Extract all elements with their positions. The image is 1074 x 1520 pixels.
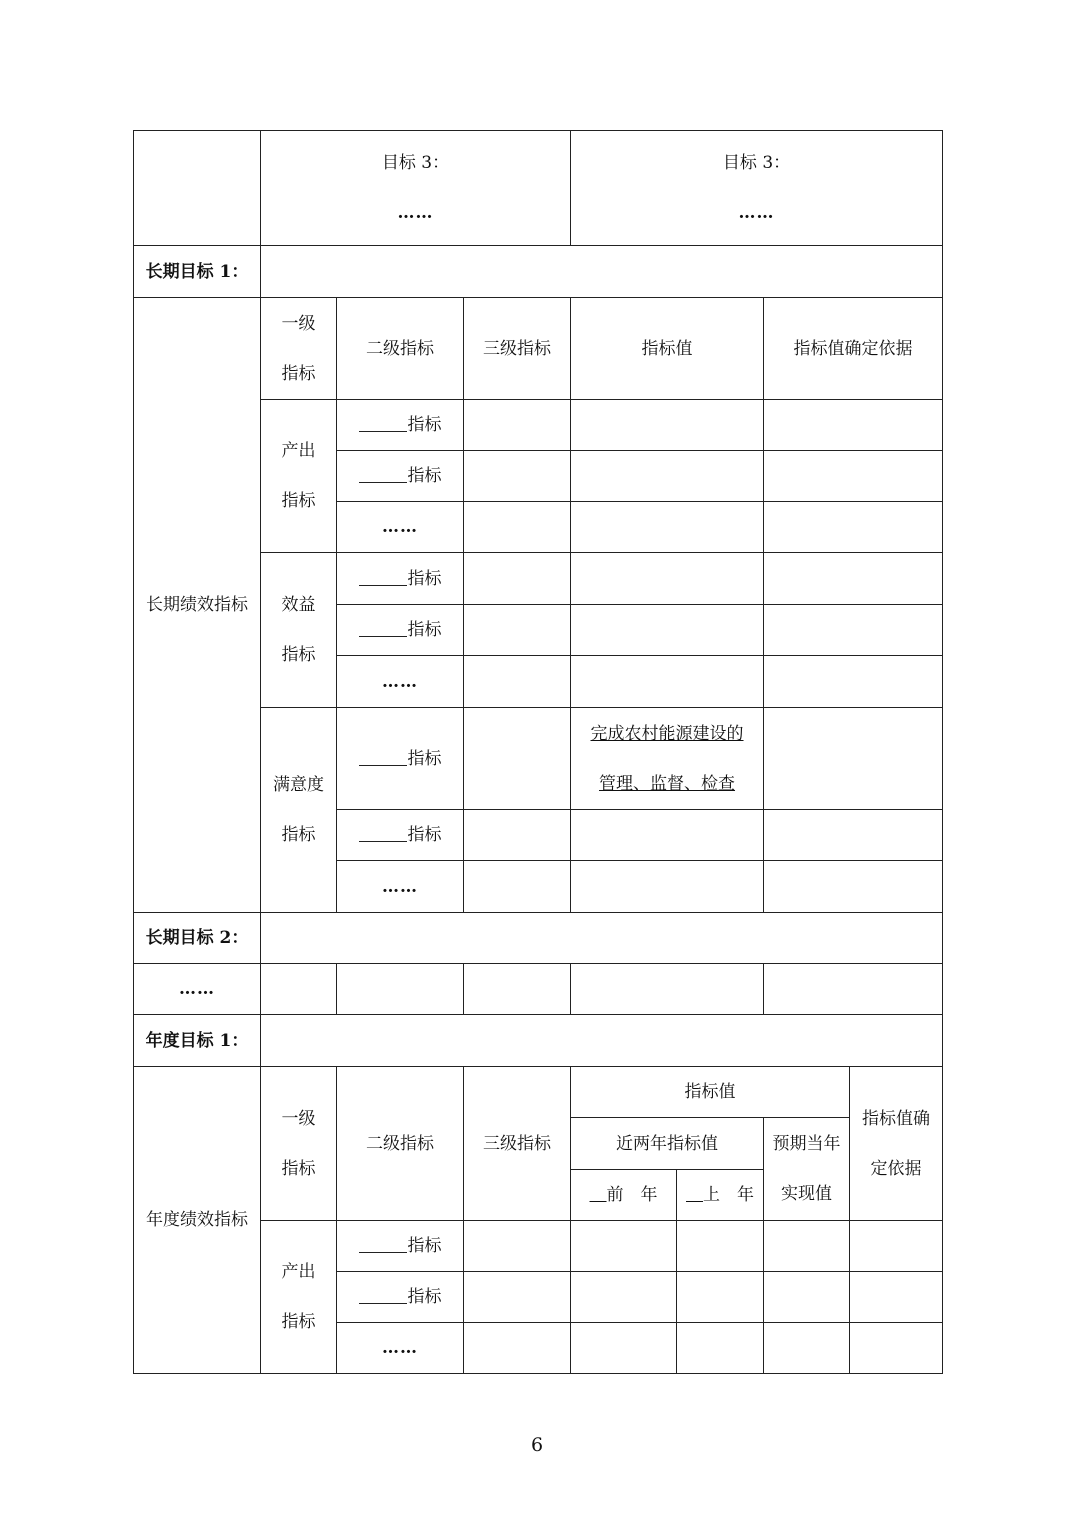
long-goal2-input[interactable] <box>261 913 943 964</box>
group-benefit: 效益 指标 <box>261 553 337 708</box>
indicator-cell[interactable]: 指标 <box>337 708 464 810</box>
indicator-cell[interactable]: 指标 <box>337 553 464 605</box>
annual-header-prev-year: 前 年 <box>571 1170 677 1221</box>
annual-section-label: 年度绩效指标 <box>134 1067 261 1374</box>
goal3-right-label: 目标 3： <box>722 153 791 173</box>
annual-header-level2: 二级指标 <box>337 1067 464 1221</box>
header-level3: 三级指标 <box>464 298 571 400</box>
long-goal1-label: 长期目标 1： <box>134 246 261 298</box>
indicator-cell[interactable]: 指标 <box>337 1221 464 1272</box>
goal3-left-cont: …… <box>397 203 434 223</box>
group-output: 产出 指标 <box>261 400 337 553</box>
header-basis: 指标值确定依据 <box>764 298 943 400</box>
goal3-left-cell[interactable] <box>261 131 571 246</box>
page-number: 6 <box>530 1434 544 1456</box>
indicator-cell[interactable]: 指标 <box>337 451 464 502</box>
group-satisfaction: 满意度 指标 <box>261 708 337 913</box>
satisfaction-value[interactable]: 完成农村能源建设的 管理、监督、检查 <box>571 708 764 810</box>
annual-goal1-input[interactable] <box>261 1015 943 1067</box>
indicator-cell[interactable]: 指标 <box>337 605 464 656</box>
performance-target-table <box>133 130 943 1374</box>
indicator-more: …… <box>337 656 464 708</box>
indicator-cell[interactable]: 指标 <box>337 810 464 861</box>
header-value: 指标值 <box>571 298 764 400</box>
goal3-right-cell[interactable] <box>571 131 943 246</box>
annual-header-basis: 指标值确 定依据 <box>850 1067 943 1221</box>
indicator-more: …… <box>337 861 464 913</box>
long-goal2-more: …… <box>134 964 261 1015</box>
indicator-cell[interactable]: 指标 <box>337 1272 464 1323</box>
header-level1: 一级 指标 <box>261 298 337 400</box>
annual-group-output: 产出 指标 <box>261 1221 337 1374</box>
annual-goal1-label: 年度目标 1： <box>134 1015 261 1067</box>
indicator-cell[interactable]: 指标 <box>337 400 464 451</box>
annual-header-level3: 三级指标 <box>464 1067 571 1221</box>
long-section-label: 长期绩效指标 <box>134 298 261 913</box>
annual-header-recent: 近两年指标值 <box>571 1118 764 1170</box>
annual-header-last-year: 上 年 <box>677 1170 764 1221</box>
long-goal2-label: 长期目标 2： <box>134 913 261 964</box>
indicator-more: …… <box>337 502 464 553</box>
indicator-more: …… <box>337 1323 464 1374</box>
annual-header-value: 指标值 <box>571 1067 850 1118</box>
long-goal1-input[interactable] <box>261 246 943 298</box>
header-level2: 二级指标 <box>337 298 464 400</box>
blank-cell <box>134 131 261 246</box>
goal3-right-cont: …… <box>738 203 775 223</box>
annual-header-expected: 预期当年 实现值 <box>764 1118 850 1221</box>
goal3-left-label: 目标 3： <box>381 153 450 173</box>
annual-header-level1: 一级 指标 <box>261 1067 337 1221</box>
